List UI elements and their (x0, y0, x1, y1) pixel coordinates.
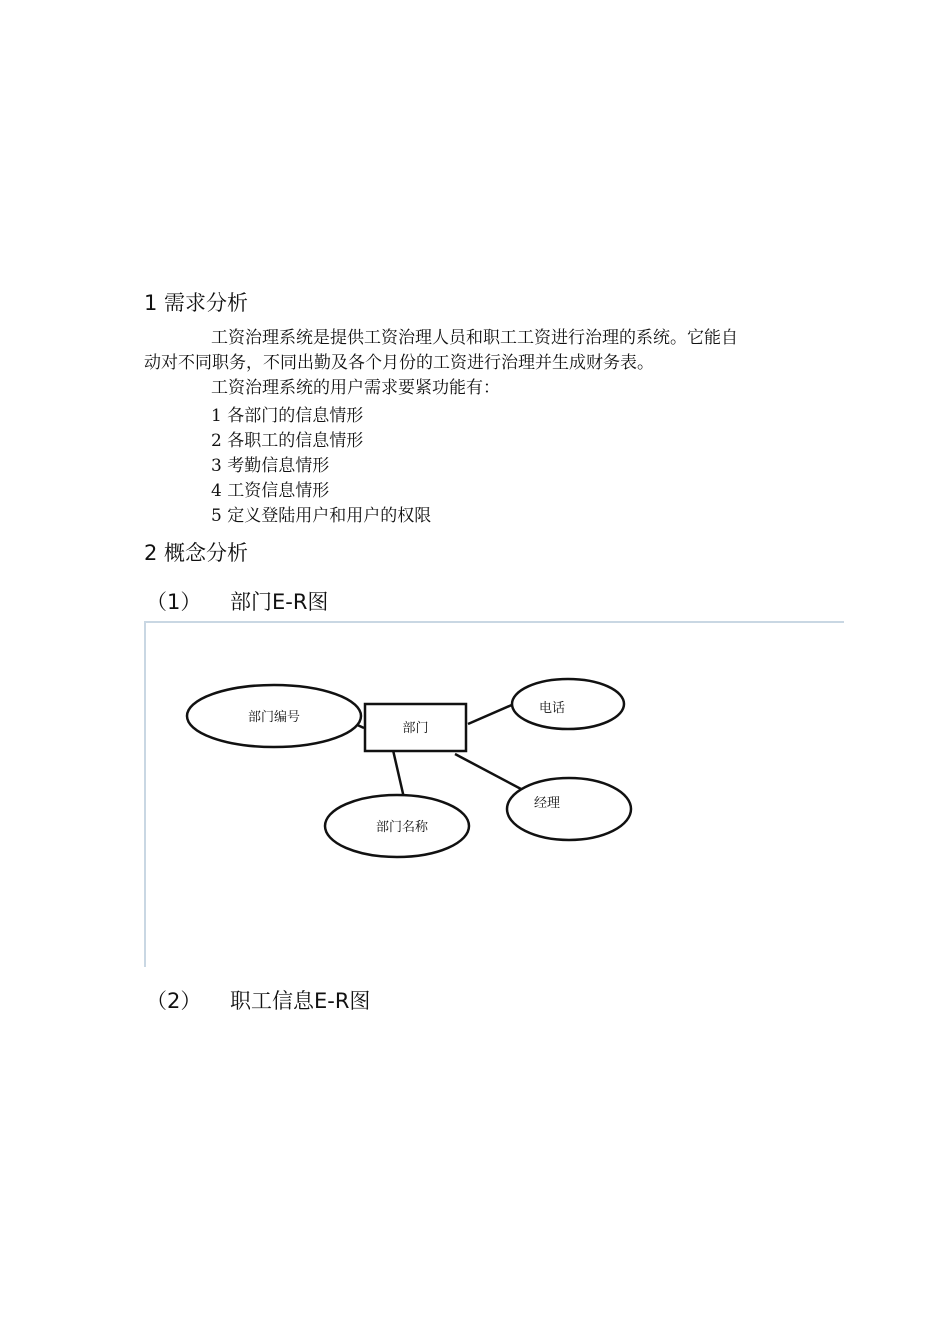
section-heading-requirements: 1 需求分析 (144, 291, 249, 315)
list-item: 5 定义登陆用户和用户的权限 (211, 506, 432, 526)
attribute-label: 部门名称 (375, 820, 429, 835)
attribute-label: 经理 (533, 796, 561, 811)
relation-line (468, 704, 514, 724)
list-item: 2 各职工的信息情形 (211, 431, 364, 451)
figure-number: （2） (146, 989, 202, 1013)
paragraph-line: 动对不同职务，不同出勤及各个月份的工资进行治理并生成财务表。 (144, 353, 654, 373)
section-heading-concept: 2 概念分析 (144, 541, 249, 565)
list-item: 4 工资信息情形 (211, 481, 330, 501)
attribute-ellipse (507, 778, 631, 840)
attribute-label: 电话 (538, 701, 566, 716)
er-diagram (146, 623, 844, 967)
paragraph-line: 工资治理系统是提供工资治理人员和职工工资进行治理的系统。它能自 (211, 328, 738, 348)
figure-title: 部门E-R图 (230, 590, 329, 614)
paragraph-line: 工资治理系统的用户需求要紧功能有： (211, 378, 500, 398)
er-diagram-figure (144, 621, 844, 967)
relation-line (393, 750, 404, 798)
list-item: 3 考勤信息情形 (211, 456, 330, 476)
attribute-label: 部门编号 (247, 710, 301, 725)
relation-line (455, 754, 521, 789)
list-item: 1 各部门的信息情形 (211, 406, 364, 426)
attribute-ellipse (512, 679, 624, 729)
entity-label: 部门 (402, 721, 429, 736)
figure-number: （1） (146, 590, 202, 614)
figure-title: 职工信息E-R图 (230, 989, 371, 1013)
